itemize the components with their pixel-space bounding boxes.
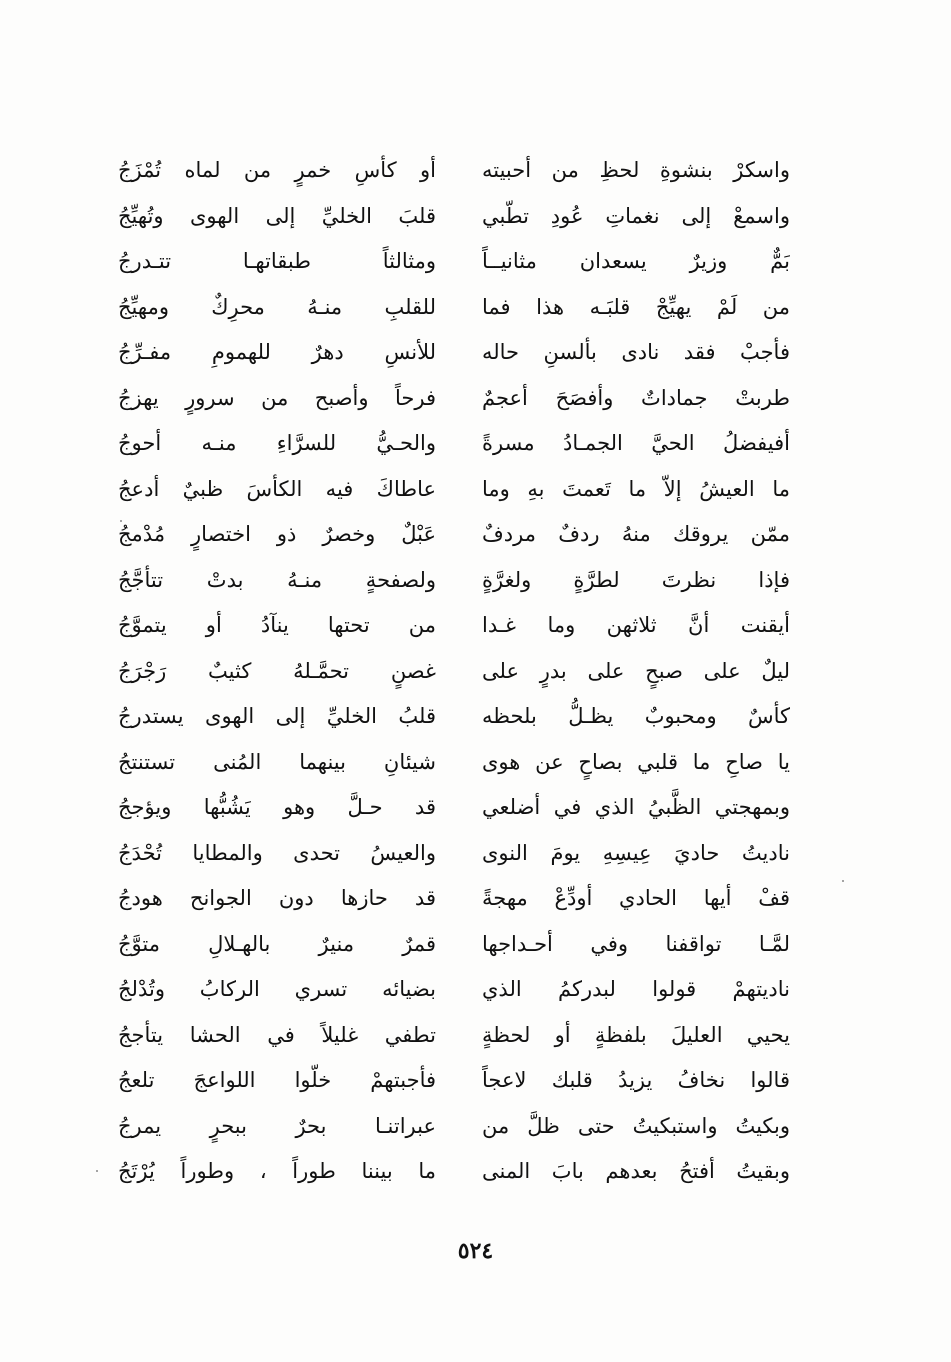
paper-speck <box>96 1170 98 1172</box>
verse-line <box>100 1013 790 1059</box>
verse-second-hemistich: بضيائه تسري الركابُ وتُدْلجُ <box>118 977 436 1002</box>
verse-first-hemistich: أفيفضلُ الحيَّ الجمـادُ مسرةً <box>482 431 790 456</box>
verse-line <box>100 967 790 1013</box>
verse-line <box>100 603 790 649</box>
verse-line <box>100 740 790 786</box>
page-number: ٥٢٤ <box>457 1238 494 1264</box>
verse-line <box>100 922 790 968</box>
verse-second-hemistich: والحـيُّ للسرَّاءِ منـه أحوجُ <box>118 431 436 456</box>
verse-line <box>100 785 790 831</box>
verse-first-hemistich: يحيي العليلَ بلفظةٍ أو لحظةٍ <box>482 1022 790 1047</box>
verse-second-hemistich: قلبُ الخليِّ إلى الهوى يستدرجُ <box>118 704 436 729</box>
verse-line <box>100 649 790 695</box>
verse-line <box>100 558 790 604</box>
verse-first-hemistich: قفْ أيها الحادي أودِّعْ مهجةً <box>482 886 790 911</box>
paper-speck <box>120 520 122 522</box>
verse-second-hemistich: ولصفحةٍ منـهُ بدتْ تتأجَّجُ <box>118 567 436 592</box>
verse-line <box>100 1058 790 1104</box>
verse-first-hemistich: كأسٌ ومحبوبٌ يظـلُّ بلحظه <box>482 704 790 729</box>
verse-second-hemistich: شيئانِ بينهما المُنى تستنتجُ <box>118 749 436 774</box>
verse-first-hemistich: وبمهجتي الظَّبيُ الذي في أضلعي <box>482 795 790 820</box>
verse-second-hemistich: للقلبِ منـهُ محرِكٌ ومهيِّجُ <box>118 294 436 319</box>
verse-second-hemistich: أو كأسِ خمرٍ من لماه تُمْزَجُ <box>118 158 436 183</box>
verse-second-hemistich: فأجبتهمْ خلّوا اللواعجَ تلعجُ <box>118 1068 436 1093</box>
verse-first-hemistich: ما العيشُ إلاّ ما تَعمتَ بهِ وما <box>482 476 790 501</box>
verse-line <box>100 194 790 240</box>
verse-second-hemistich: قد حازها دون الجوانح هودجُ <box>118 886 436 911</box>
verse-first-hemistich: وبكيتُ واستبكيتُ حتى ظلَّ من <box>482 1113 790 1138</box>
verse-second-hemistich: عاطاكَ فيه الكأسَ ظبيٌ أدعجُ <box>118 476 436 501</box>
verse-line <box>100 1104 790 1150</box>
verse-first-hemistich: ليلٌ على صبحٍ على بدرٍ على <box>482 658 790 683</box>
verse-line <box>100 876 790 922</box>
verse-second-hemistich: ما بيننا طوراً ، وطوراً يُرْتَجُ <box>118 1159 436 1184</box>
verse-line <box>100 330 790 376</box>
verse-first-hemistich: من لَمْ يهيِّجْ قلبَـه هذا فما <box>482 294 790 319</box>
verse-second-hemistich: عَبْلٌ وخصرٌ ذو اختصارٍ مُدْمجُ <box>118 522 436 547</box>
verse-first-hemistich: ناديتهمْ قولوا لبدركمُ الذي <box>482 977 790 1002</box>
verse-first-hemistich: وبقيتُ أفتحُ بعدهم بابَ المنى <box>482 1159 790 1184</box>
verse-line <box>100 512 790 558</box>
paper-speck <box>842 880 844 882</box>
verse-first-hemistich: واسمعْ إلى نغماتِ عُودِ تطّبي <box>482 203 790 228</box>
poem-body <box>100 148 790 1195</box>
verse-first-hemistich: ناديتُ حاديَ عِيسِهِ يومَ النوى <box>482 840 790 865</box>
verse-second-hemistich: قد حـلَّ وهو يَشُبُّها ويؤججُ <box>118 795 436 820</box>
verse-line <box>100 831 790 877</box>
verse-second-hemistich: تطفي غليلاً في الحشا يتأججُ <box>118 1022 436 1047</box>
verse-first-hemistich: لمَّـا تواقفنا وفي أحـداجها <box>482 931 790 956</box>
verse-line <box>100 1149 790 1195</box>
verse-second-hemistich: غصنٍ تحمَّـلهُ كثيبٌ رَجْرَجُ <box>118 658 436 683</box>
verse-line <box>100 148 790 194</box>
verse-line <box>100 694 790 740</box>
verse-first-hemistich: طربتْ جماداتٌ وأفصَحَ أعجمٌ <box>482 385 790 410</box>
verse-line <box>100 421 790 467</box>
verse-first-hemistich: أيقنت أنَّ ثلاثهن وما غـدا <box>482 613 790 638</box>
verse-first-hemistich: فإذا نظرتَ لطرَّةٍ ولغرَّةٍ <box>482 567 790 592</box>
verse-second-hemistich: قمرٌ منيرٌ بالهـلالِ متوَّجُ <box>118 931 436 956</box>
verse-first-hemistich: بَمٌّ وزيرٌ يسعدان مثانيــاً <box>482 249 790 274</box>
verse-line <box>100 239 790 285</box>
verse-line <box>100 376 790 422</box>
verse-second-hemistich: من تحتها ينآدُ أو يتموَّجُ <box>118 613 436 638</box>
verse-first-hemistich: قالوا نخافُ يزيدُ قلبك لاعجاً <box>482 1068 790 1093</box>
verse-second-hemistich: ومثالثاً طبقاتهـا تتـدرجُ <box>118 249 436 274</box>
verse-second-hemistich: قلبَ الخليِّ إلى الهوى وتُهيِّجُ <box>118 203 436 228</box>
verse-first-hemistich: واسكرْ بنشوةِ لحظِ من أحبيته <box>482 158 790 183</box>
verse-first-hemistich: ممّن يروقك منهُ ردفٌ مردفٌ <box>482 522 790 547</box>
verse-first-hemistich: فأجبْ فقد نادى بألسنِ حاله <box>482 340 790 365</box>
verse-second-hemistich: للأنسِ دهرٌ للهمومِ مفـرِّجُ <box>118 340 436 365</box>
verse-line <box>100 285 790 331</box>
verse-second-hemistich: عبراتنـا بحرٌ ببحرٍ يمرجُ <box>118 1113 436 1138</box>
verse-second-hemistich: والعيسُ تحدى والمطايا تُحْدَجُ <box>118 840 436 865</box>
verse-first-hemistich: يا صاحِ ما قلبي بصاحٍ عن هوى <box>482 749 790 774</box>
verse-second-hemistich: فرحاً وأصبح من سرورٍ يهزجُ <box>118 385 436 410</box>
verse-line <box>100 467 790 513</box>
